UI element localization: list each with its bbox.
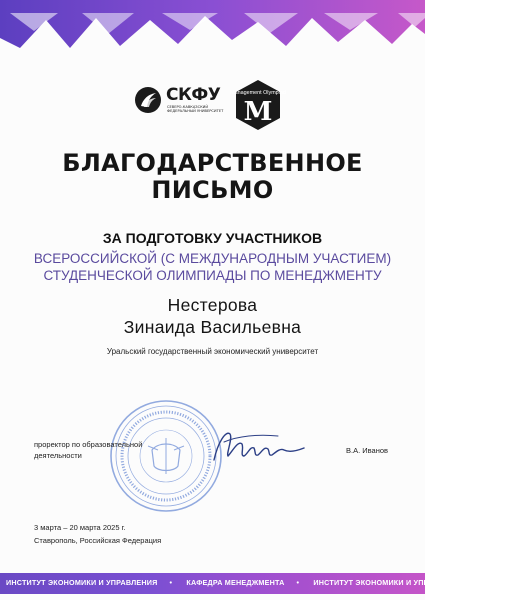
title-line-2: ПИСЬМО bbox=[151, 176, 274, 204]
event-info bbox=[34, 521, 284, 547]
olympiad-line-2: СТУДЕНЧЕСКОЙ ОЛИМПИАДЫ ПО МЕНЕДЖМЕНТУ bbox=[43, 268, 382, 283]
skfu-subtitle: СЕВЕРО-КАВКАЗСКИЙ ФЕДЕРАЛЬНЫЙ УНИВЕРСИТЕТ bbox=[167, 105, 224, 114]
university-name: Уральский государственный экономический университет bbox=[106, 347, 319, 356]
title-line-1: БЛАГОДАРСТВЕННОЕ bbox=[62, 149, 363, 177]
footer-separator: • bbox=[169, 578, 173, 587]
event-location: Ставрополь, Российская Федерация bbox=[34, 536, 162, 545]
top-decorative-band bbox=[0, 0, 425, 48]
skfu-name: СКФУ bbox=[166, 85, 221, 105]
footer-separator: • bbox=[296, 578, 300, 587]
olympiad-logo-letter: M bbox=[243, 97, 273, 127]
signatory-role-line-2: деятельности bbox=[34, 451, 82, 460]
footer-item-department: КАФЕДРА МЕНЕДЖМЕНТА bbox=[186, 578, 285, 587]
event-dates: 3 марта – 20 марта 2025 г. bbox=[34, 523, 126, 532]
recipient-surname: Нестерова bbox=[167, 295, 258, 315]
document-title bbox=[0, 150, 425, 204]
skfu-emblem-icon bbox=[134, 86, 162, 114]
footer-item-department-cut: КАФЕ bbox=[493, 578, 515, 587]
recipient-name bbox=[0, 294, 425, 338]
skfu-logo bbox=[134, 86, 230, 120]
signatory-role-line-1: проректор по образовательной bbox=[34, 440, 143, 449]
footer-band bbox=[0, 573, 515, 594]
footer-separator: • bbox=[476, 578, 480, 587]
logos-row bbox=[0, 80, 425, 140]
olympiad-logo-caption: Management Olympiad bbox=[230, 90, 286, 96]
signatory-role bbox=[34, 439, 184, 461]
footer-item-institute-repeat: ИНСТИТУТ ЭКОНОМИКИ И УПРАВЛЕНИЯ bbox=[313, 578, 465, 587]
footer-text bbox=[6, 578, 527, 587]
olympiad-line-1: ВСЕРОССИЙСКОЙ (С МЕЖДУНАРОДНЫМ УЧАСТИЕМ) bbox=[33, 251, 392, 266]
olympiad-name bbox=[0, 250, 425, 284]
management-olympiad-logo bbox=[230, 80, 286, 130]
subtitle: ЗА ПОДГОТОВКУ УЧАСТНИКОВ bbox=[102, 230, 323, 246]
recipient-given-names: Зинаида Васильевна bbox=[123, 317, 302, 337]
handwritten-signature bbox=[208, 422, 318, 470]
footer-item-institute: ИНСТИТУТ ЭКОНОМИКИ И УПРАВЛЕНИЯ bbox=[6, 578, 158, 587]
signatory-name: В.А. Иванов bbox=[346, 446, 389, 455]
